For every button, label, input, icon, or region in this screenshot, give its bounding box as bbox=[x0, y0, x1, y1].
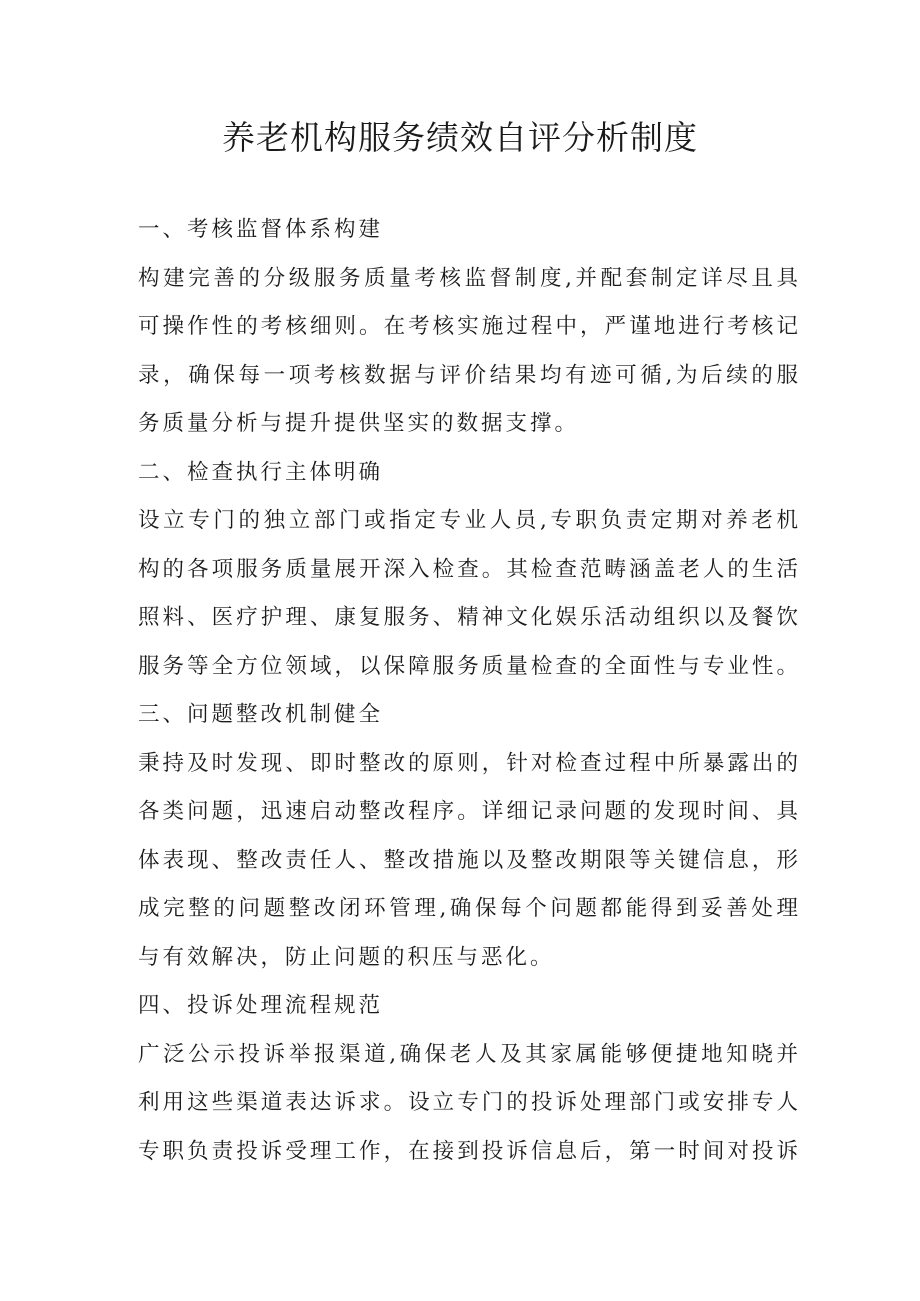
paragraph-line: 服务等全方位领域，以保障服务质量检查的全面性与专业性。 bbox=[138, 653, 798, 679]
paragraph-line: 与有效解决，防止问题的积压与恶化。 bbox=[138, 944, 555, 970]
paragraph-line: 秉持及时发现、即时整改的原则，针对检查过程中所暴露出的 bbox=[138, 750, 798, 776]
paragraph-line: 录，确保每一项考核数据与评价结果均有迹可循,为后续的服 bbox=[138, 362, 798, 388]
paragraph-line: 体表现、整改责任人、整改措施以及整改期限等关键信息，形 bbox=[138, 847, 798, 873]
paragraph-line: 构建完善的分级服务质量考核监督制度,并配套制定详尽且具 bbox=[138, 265, 798, 291]
paragraph-line: 专职负责投诉受理工作，在接到投诉信息后，第一时间对投诉 bbox=[138, 1138, 798, 1164]
paragraph-line: 成完整的问题整改闭环管理,确保每个问题都能得到妥善处理 bbox=[138, 896, 798, 921]
paragraph-line: 广泛公示投诉举报渠道,确保老人及其家属能够便捷地知晓并 bbox=[138, 1041, 798, 1067]
section-heading: 二、检查执行主体明确 bbox=[138, 459, 384, 485]
document-title: 养老机构服务绩效自评分析制度 bbox=[222, 118, 698, 157]
paragraph-line: 各类问题，迅速启动整改程序。详细记录问题的发现时间、具 bbox=[138, 799, 798, 824]
paragraph-line: 务质量分析与提升提供坚实的数据支撑。 bbox=[138, 411, 580, 436]
section-heading: 一、考核监督体系构建 bbox=[138, 217, 384, 242]
paragraph-line: 照料、医疗护理、康复服务、精神文化娱乐活动组织以及餐饮 bbox=[138, 605, 798, 630]
paragraph-line: 可操作性的考核细则。在考核实施过程中，严谨地进行考核记 bbox=[138, 314, 798, 339]
paragraph-line: 设立专门的独立部门或指定专业人员,专职负责定期对养老机 bbox=[138, 508, 798, 533]
document-body bbox=[138, 206, 798, 1176]
paragraph-line: 构的各项服务质量展开深入检查。其检查范畴涵盖老人的生活 bbox=[138, 556, 798, 582]
section-heading: 四、投诉处理流程规范 bbox=[138, 993, 384, 1018]
paragraph-line: 利用这些渠道表达诉求。设立专门的投诉处理部门或安排专人 bbox=[138, 1090, 798, 1115]
section-heading: 三、问题整改机制健全 bbox=[138, 702, 384, 727]
